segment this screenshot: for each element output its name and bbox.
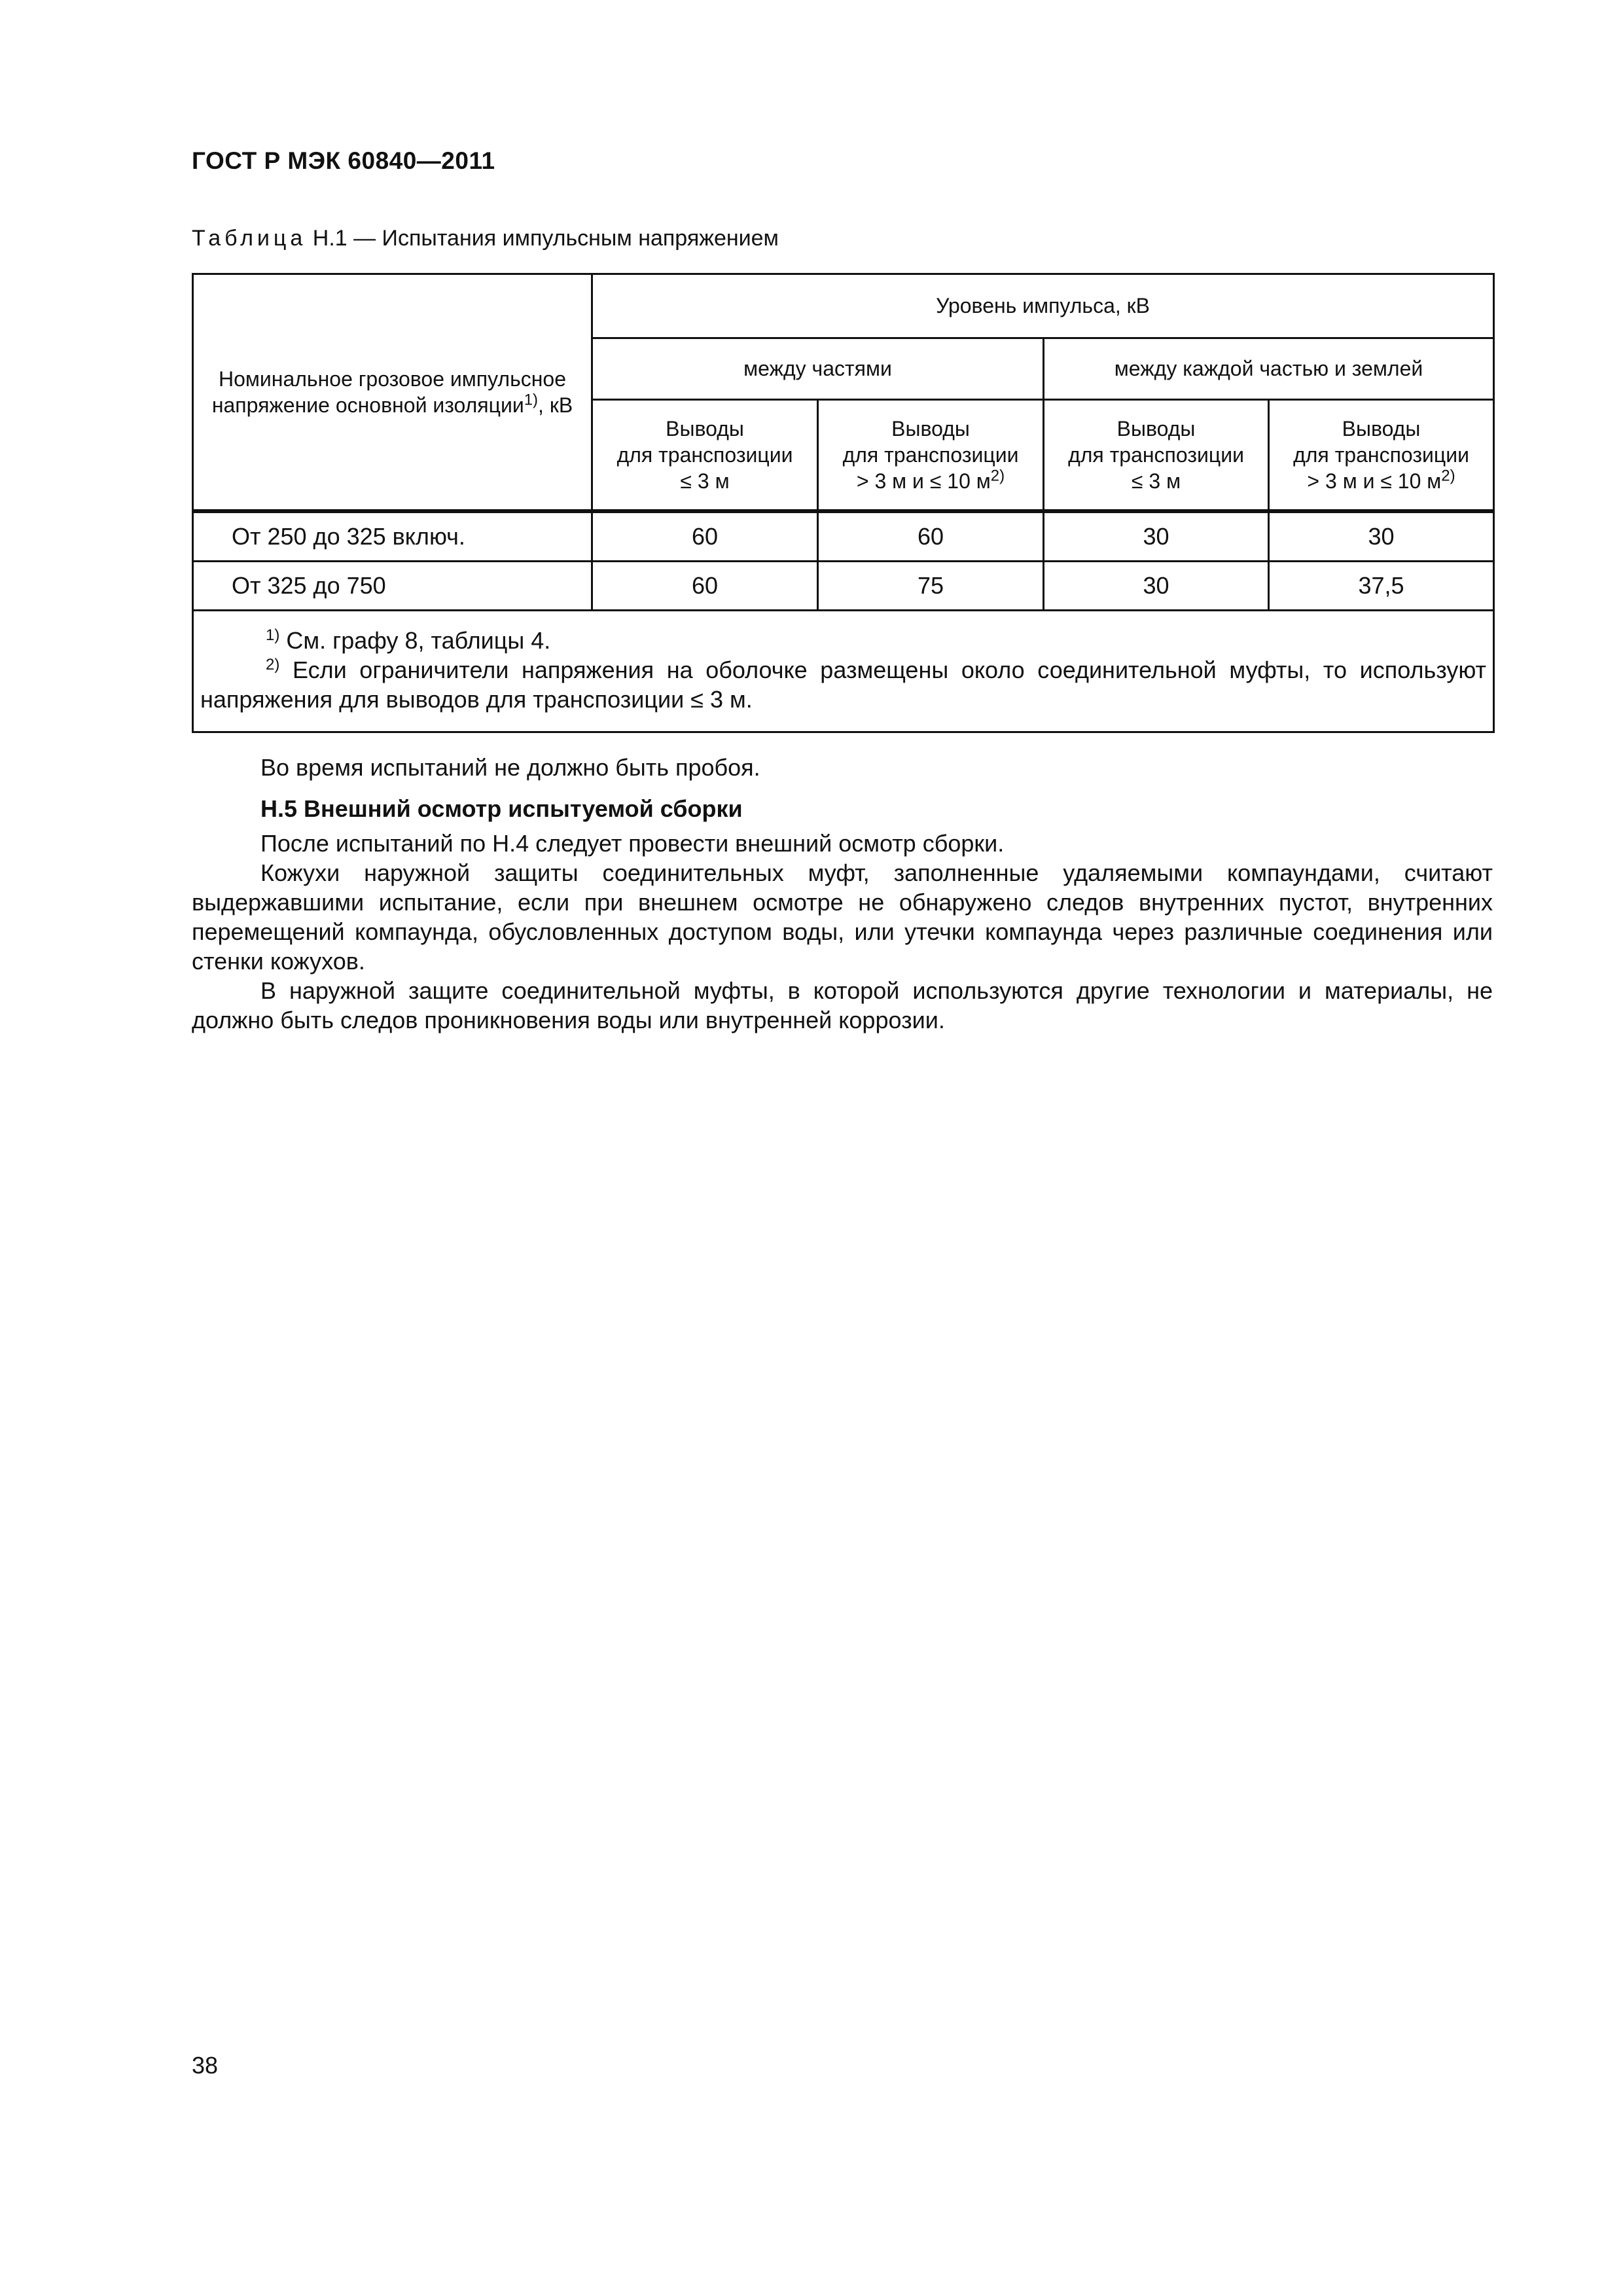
subheader-leads-long-1: Выводы для транспозиции > 3 м и ≤ 10 $м^{2)}$ bbox=[818, 400, 1044, 511]
value-cell: 37,5 bbox=[1269, 562, 1494, 611]
value-cell: 30 bbox=[1044, 512, 1269, 562]
range-cell: От 250 до 325 включ. bbox=[193, 512, 592, 562]
row-header-cell: Номинальное грозовое импульсное напряжение основной изоляции$^{1)}$, кВ bbox=[193, 274, 592, 511]
value-cell: 60 bbox=[818, 512, 1044, 562]
subheader-leads-short-2: Выводы для транспозиции ≤ 3 м bbox=[1044, 400, 1269, 511]
value-cell: 30 bbox=[1269, 512, 1494, 562]
note-1: $^{1)}$ См. графу 8, таблицы 4. bbox=[266, 626, 551, 654]
range-cell: От 325 до 750 bbox=[193, 562, 592, 611]
paragraph-casings: Кожухи наружной защиты соединительных муфт, заполненные удаляемыми компаундами, считают выдержавшими испытание, если при внешнем осмотре не обнаружено следов внутренних пустот, внутренних перемещений компаунда, обусловленных доступом воды, или утечки компаунда через различные соединения или стенки кожухов. bbox=[192, 859, 1493, 975]
paragraph-inspection: После испытаний по Н.4 следует провести внешний осмотр сборки. bbox=[260, 830, 1005, 857]
value-cell: 75 bbox=[818, 562, 1044, 611]
paragraph-protection: В наружной защите соединительной муфты, в которой используются другие технологии и материалы, не должно быть следов проникновения воды или внутренней коррозии. bbox=[192, 977, 1493, 1033]
table-row bbox=[193, 562, 1494, 611]
page-number: 38 bbox=[192, 2052, 219, 2079]
header-impulse-level: Уровень импульса, кВ bbox=[592, 274, 1494, 338]
value-cell: 30 bbox=[1044, 562, 1269, 611]
header-between-part-and-earth: между каждой частью и землей bbox=[1044, 338, 1494, 400]
subheader-leads-short-1: Выводы для транспозиции ≤ 3 м bbox=[592, 400, 818, 511]
body-text bbox=[192, 753, 1493, 1035]
subheader-leads-long-2: Выводы для транспозиции > 3 м и ≤ 10 $м^{2)}$ bbox=[1269, 400, 1494, 511]
document-header: ГОСТ Р МЭК 60840—2011 bbox=[192, 147, 495, 174]
section-heading: Н.5 Внешний осмотр испытуемой сборки bbox=[260, 795, 743, 822]
paragraph-no-breakdown: Во время испытаний не должно быть пробоя. bbox=[260, 754, 760, 781]
table-row bbox=[193, 512, 1494, 562]
header-between-parts: между частями bbox=[592, 338, 1044, 400]
value-cell: 60 bbox=[592, 512, 818, 562]
impulse-test-table bbox=[192, 273, 1495, 733]
value-cell: 60 bbox=[592, 562, 818, 611]
table-notes bbox=[193, 611, 1494, 732]
note-2: $^{2)}$ Если ограничители напряжения на оболочке размещены около соединительной муфты, то используют напряжения для выводов для транспозиции ≤ 3 м. bbox=[200, 656, 1487, 713]
table-caption-prefix: Таблица bbox=[192, 226, 307, 251]
table-caption bbox=[192, 226, 779, 251]
table-caption-title: Н.1 — Испытания импульсным напряжением bbox=[306, 226, 779, 251]
